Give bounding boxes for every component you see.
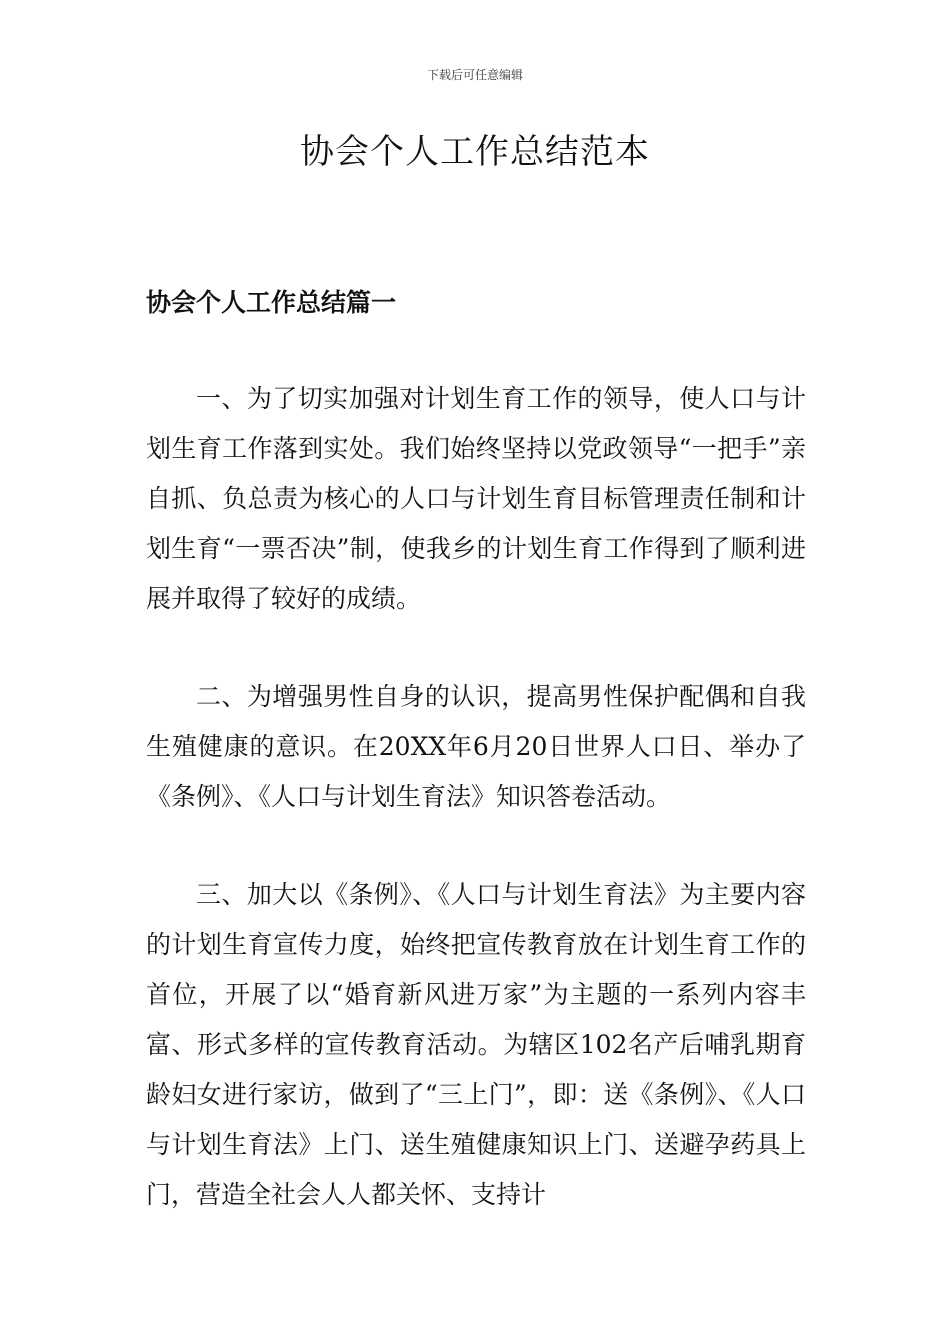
header-note: 下载后可任意编辑 [426, 68, 523, 82]
section-heading: 协会个人工作总结篇一 [146, 288, 397, 317]
paragraph-1: 一、为了切实加强对计划生育工作的领导，使人口与计划生育工作落到实处。我们始终坚持以党政领导“一把手”亲自抓、负总责为核心的人口与计划生育目标管理责任制和计划生育“一票否决”制，使我乡的计划生育工作得到了顺利进展并取得了较好的成绩。 [146, 384, 806, 613]
paragraph-3: 三、加大以《条例》、《人口与计划生育法》为主要内容的计划生育宣传力度，始终把宣传教育放在计划生育工作的首位，开展了以“婚育新风进万家”为主题的一系列内容丰富、形式多样的宣传教育活动。为辖区102名产后哺乳期育龄妇女进行家访，做到了“三上门”，即：送《条例》、《人口与计划生育法》上门、送生殖健康知识上门、送避孕药具上门，营造全社会人人都关怀、支持计 [146, 880, 806, 1209]
document-title: 协会个人工作总结范本 [300, 132, 650, 172]
paragraph-2: 二、为增强男性自身的认识，提高男性保护配偶和自我生殖健康的意识。在20XX年6月20日世界人口日、举办了《条例》、《人口与计划生育法》知识答卷活动。 [146, 682, 806, 811]
